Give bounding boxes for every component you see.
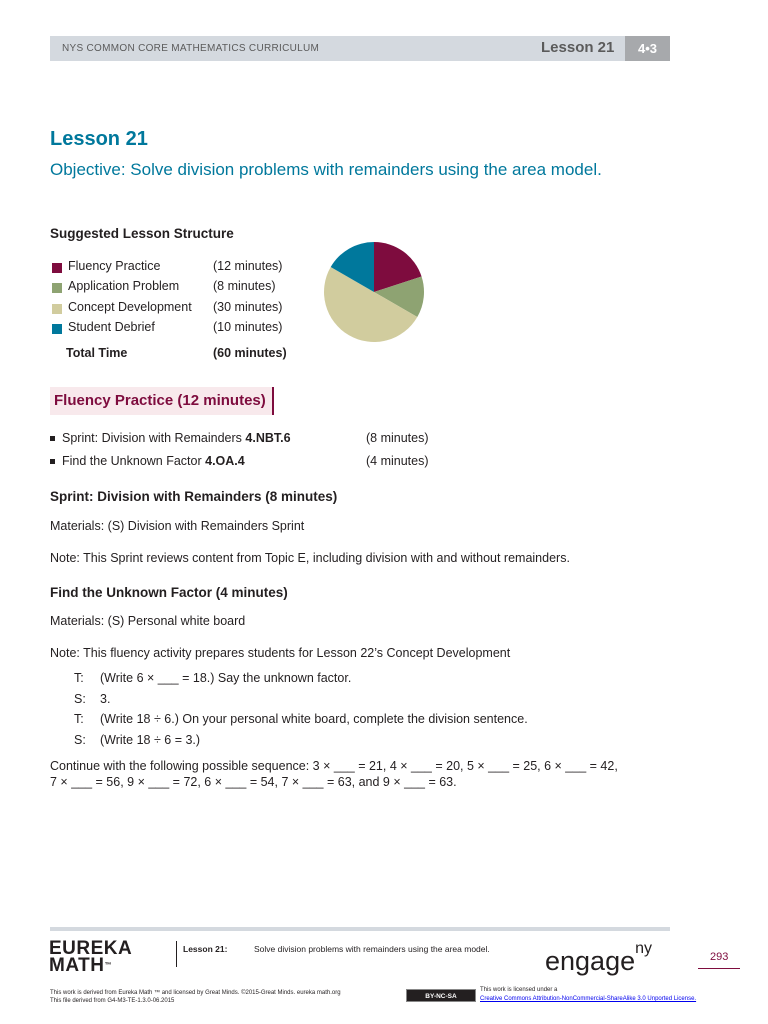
footer-lesson: Lesson 21: bbox=[183, 944, 228, 954]
total-time-value: (60 minutes) bbox=[213, 346, 287, 360]
sprint-materials: Materials: (S) Division with Remainders Sprint bbox=[50, 519, 305, 533]
legend-swatch bbox=[52, 304, 62, 314]
logo-line-2: MATH bbox=[49, 955, 105, 976]
fluency-banner bbox=[50, 387, 274, 415]
structure-item-minutes: (12 minutes) bbox=[213, 259, 283, 273]
structure-item-minutes: (10 minutes) bbox=[213, 320, 283, 334]
dialogue-text: (Write 6 × ___ = 18.) Say the unknown factor. bbox=[100, 671, 352, 685]
dialogue-speaker: S: bbox=[74, 733, 86, 747]
footer-legal-2: This file derived from G4-M3-TE-1.3.0-06.2015 bbox=[50, 998, 175, 1004]
dialogue-speaker: T: bbox=[74, 671, 84, 685]
total-time-label: Total Time bbox=[66, 346, 128, 360]
license-text: This work is licensed under a bbox=[480, 987, 558, 993]
legend-swatch bbox=[52, 324, 62, 334]
structure-item-minutes: (30 minutes) bbox=[213, 300, 283, 314]
bullet-minutes: (4 minutes) bbox=[366, 454, 429, 468]
logo-trademark: ™ bbox=[104, 962, 112, 969]
page-number-rule bbox=[698, 968, 740, 969]
curriculum-title: NYS COMMON CORE MATHEMATICS CURRICULUM bbox=[62, 43, 320, 54]
module-badge: 4•3 bbox=[625, 36, 670, 61]
license-link[interactable]: Creative Commons Attribution-NonCommercial-ShareAlike 3.0 Unported License. bbox=[480, 996, 697, 1002]
dialogue-text: (Write 18 ÷ 6 = 3.) bbox=[100, 733, 201, 747]
bullet-text: Find the Unknown Factor bbox=[62, 454, 206, 468]
sprint-heading: Sprint: Division with Remainders (8 minutes) bbox=[50, 489, 338, 504]
bullet-standard: 4.OA.4 bbox=[205, 454, 245, 468]
bullet-icon bbox=[50, 436, 55, 441]
structure-heading: Suggested Lesson Structure bbox=[50, 226, 234, 241]
bullet-standard: 4.NBT.6 bbox=[245, 431, 291, 445]
lesson-title: Lesson 21 bbox=[50, 128, 148, 150]
structure-item-label: Concept Development bbox=[68, 300, 192, 314]
legend-swatch bbox=[52, 263, 62, 273]
structure-item-label: Fluency Practice bbox=[68, 259, 161, 273]
bullet-text: Sprint: Division with Remainders bbox=[62, 431, 246, 445]
bullet-icon bbox=[50, 459, 55, 464]
dialogue-speaker: S: bbox=[74, 692, 86, 706]
page-number: 293 bbox=[710, 951, 729, 963]
engage-ny: ny bbox=[635, 940, 653, 957]
footer-rule bbox=[50, 927, 670, 931]
unknown-factor-materials: Materials: (S) Personal white board bbox=[50, 614, 246, 628]
dialogue-text: (Write 18 ÷ 6.) On your personal white board, complete the division sentence. bbox=[100, 712, 528, 726]
structure-item-label: Application Problem bbox=[68, 279, 180, 293]
lesson-structure-pie-chart bbox=[322, 240, 426, 344]
footer-objective: Solve division problems with remainders using the area model. bbox=[254, 944, 490, 954]
structure-item-minutes: (8 minutes) bbox=[213, 279, 276, 293]
footer-divider bbox=[176, 941, 177, 967]
fluency-banner-text: Fluency Practice (12 minutes) bbox=[54, 392, 266, 409]
sequence-line-2: 7 × ___ = 56, 9 × ___ = 72, 6 × ___ = 54, 7 × ___ = 63, and 9 × ___ = 63. bbox=[50, 775, 457, 789]
unknown-factor-heading: Find the Unknown Factor (4 minutes) bbox=[50, 585, 288, 600]
header-lesson: Lesson 21 bbox=[541, 39, 615, 56]
lesson-objective: Objective: Solve division problems with remainders using the area model. bbox=[50, 160, 602, 179]
cc-license-badge: BY-NC-SA bbox=[406, 989, 476, 1002]
footer-legal-1: This work is derived from Eureka Math ™ and licensed by Great Minds. ©2015-Great Minds. eureka math.org bbox=[50, 990, 341, 996]
engage-word: engage bbox=[545, 946, 636, 976]
legend-swatch bbox=[52, 283, 62, 293]
logo-line-1: EUREKA bbox=[49, 938, 133, 959]
bullet-minutes: (8 minutes) bbox=[366, 431, 429, 445]
sequence-line-1: Continue with the following possible sequence: 3 × ___ = 21, 4 × ___ = 20, 5 × ___ = 25, 6 × ___ = 42, bbox=[50, 759, 618, 773]
structure-item-label: Student Debrief bbox=[68, 320, 155, 334]
unknown-factor-note: Note: This fluency activity prepares students for Lesson 22’s Concept Development bbox=[50, 646, 511, 660]
dialogue-text: 3. bbox=[100, 692, 111, 706]
dialogue-speaker: T: bbox=[74, 712, 84, 726]
engageny-logo bbox=[545, 940, 653, 977]
eureka-math-logo bbox=[49, 940, 132, 974]
sprint-note: Note: This Sprint reviews content from Topic E, including division with and without remainders. bbox=[50, 551, 570, 565]
